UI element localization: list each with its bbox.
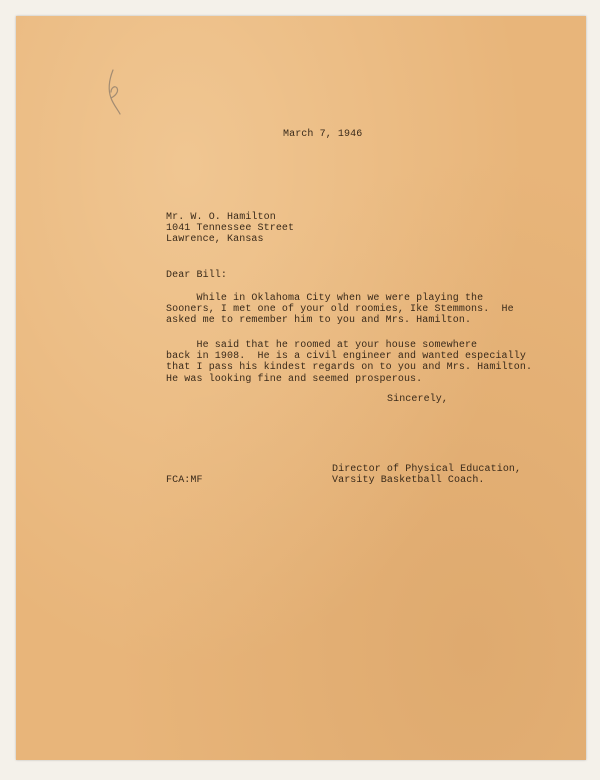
salutation: Dear Bill: [166,270,228,281]
body-line: He said that he roomed at your house somewhere [166,340,478,351]
body-line: asked me to remember him to you and Mrs. Hamilton. [166,315,472,327]
signature-line: Varsity Basketball Coach. [332,475,485,487]
recipient-address [166,212,294,246]
body-line: Sooners, I met one of your old roomies, Ike Stemmons. He [166,304,514,316]
body-line: back in 1908. He is a civil engineer and wanted especially [166,351,526,363]
address-line: Mr. W. O. Hamilton [166,212,276,223]
handwritten-mark-icon [100,66,126,118]
body-paragraph-2 [166,340,532,385]
body-paragraph-1 [166,293,514,327]
closing: Sincerely, [387,394,449,405]
letter-date: March 7, 1946 [283,129,363,140]
body-line: While in Oklahoma City when we were playing the [166,293,484,304]
letter-sheet [16,16,586,760]
address-line: Lawrence, Kansas [166,234,264,246]
address-line: 1041 Tennessee Street [166,223,295,235]
reference-initials: FCA:MF [166,475,203,486]
body-line: that I pass his kindest regards on to you and Mrs. Hamilton. [166,362,533,374]
signature-line: Director of Physical Education, [332,464,522,475]
signature-block [332,464,521,486]
body-line: He was looking fine and seemed prosperous. [166,373,423,385]
